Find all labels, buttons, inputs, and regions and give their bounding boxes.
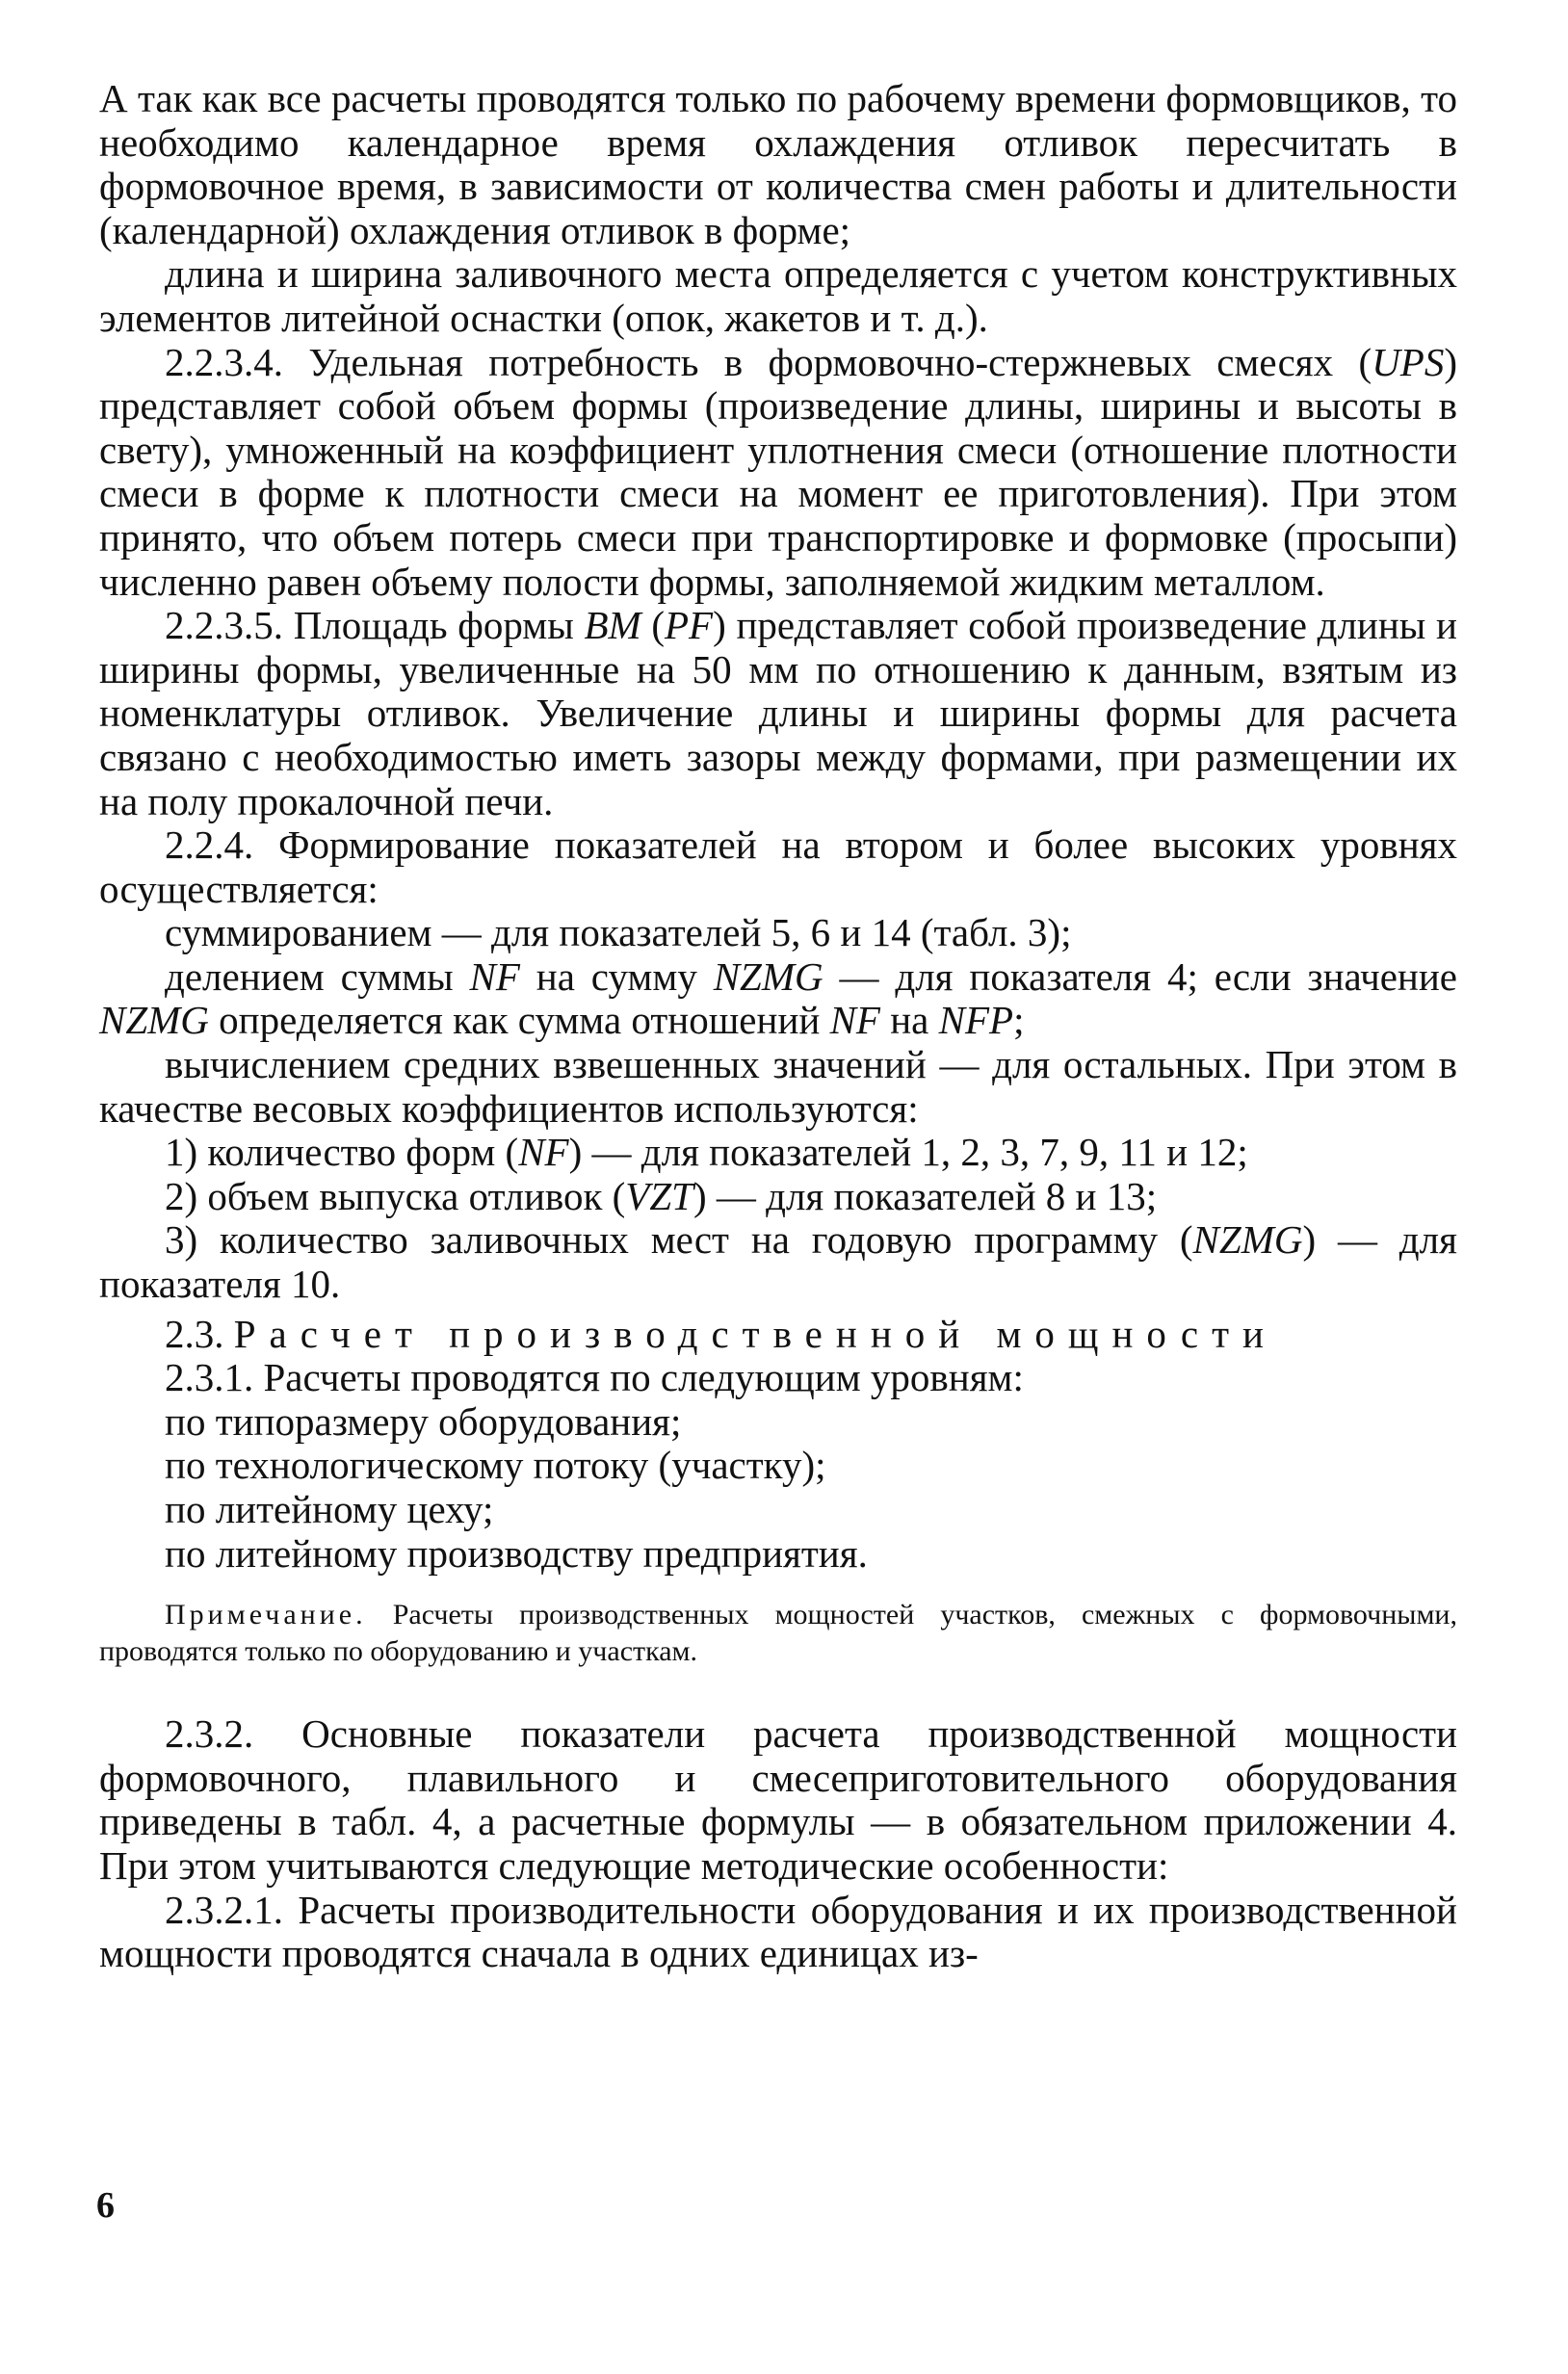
paragraph-weighted-average: вычислением средних взвешенных значений — для остальных. При этом в качестве весовых коэффициентов используются: [99, 1042, 1457, 1131]
paragraph-division: делением суммы NF на сумму NZMG — для показателя 4; если значение NZMG определяется как сумма отношений NF на NFP; [99, 953, 1457, 1043]
paragraph-2-2-3-5: 2.2.3.5. Площадь формы BM (PF) представляет собой произведение длины и ширины формы, увеличенные на 50 мм по отношению к данным, взятым из номенклатуры отливок. Увеличение длины и ширины формы для расчета связано с необходимостью иметь зазоры между формами, при размещении их на полу прокалочной печи. [99, 603, 1457, 823]
note-text: Расчеты производственных мощностей участков, смежных с формовочными, проводятся только по оборудованию и участкам. [99, 1599, 1457, 1668]
document-page [99, 77, 1457, 1976]
paragraph-2-2-3-4: 2.2.3.4. Удельная потребность в формовочно-стержневых смесях (UPS) представляет собой объем формы (произведение длины, ширины и высоты в свету), умноженный на коэффициент уплотнения смеси (отношение плотности смеси в форме к плотности смеси на момент ее приготовления). При этом принято, что объем потерь смеси при транспортировке и формовке (просыпи) численно равен объему полости формы, заполняемой жидким металлом. [99, 339, 1457, 604]
level-item: по литейному производству предприятия. [165, 1530, 868, 1576]
note [99, 1597, 1457, 1670]
paragraph-pour-site-length: длина и ширина заливочного места определяется с учетом конструктивных элементов литейной оснастки (опок, жакетов и т. д.). [99, 251, 1457, 340]
paragraph-2-3-1: 2.3.1. Расчеты проводятся по следующим уровням: [165, 1355, 1024, 1400]
paragraph-2-2-4: 2.2.4. Формирование показателей на втором и более высоких уровнях осуществляется: [99, 822, 1457, 911]
note-label: Примечание. [165, 1599, 367, 1631]
paragraph-summation: суммированием — для показателей 5, 6 и 14 (табл. 3); [165, 910, 1072, 955]
level-item: по литейному цеху; [165, 1487, 494, 1531]
list-item-2: 2) объем выпуска отливок (VZT) — для показателей 8 и 13; [165, 1173, 1158, 1218]
level-item: по технологическому потоку (участку); [165, 1443, 826, 1488]
paragraph-2-3-2: 2.3.2. Основные показатели расчета производственной мощности формовочного, плавильного и смесеприготовительного оборудования приведены в табл. 4, а расчетные формулы — в обязательном приложении 4. При этом учитываются следующие методические особенности: [99, 1711, 1457, 1888]
level-item: по типоразмеру оборудования; [165, 1398, 682, 1444]
paragraph-2-3-2-1: 2.3.2.1. Расчеты производительности оборудования и их производственной мощности проводятся сначала в одних единицах из- [99, 1887, 1457, 1976]
list-item-3: 3) количество заливочных мест на годовую программу (NZMG) — для показателя 10. [99, 1217, 1457, 1307]
section-heading-2-3: 2.3. Расчет производственной мощности [165, 1311, 1277, 1356]
page-number: 6 [96, 2185, 115, 2226]
list-item-1: 1) количество форм (NF) — для показателей 1, 2, 3, 7, 9, 11 и 12; [165, 1130, 1248, 1175]
paragraph-intro: А так как все расчеты проводятся только по рабочему времени формовщиков, то необходимо календарное время охлаждения отливок пересчитать в формовочное время, в зависимости от количества смен работы и длительности (календарной) охлаждения отливок в форме; [99, 76, 1457, 252]
